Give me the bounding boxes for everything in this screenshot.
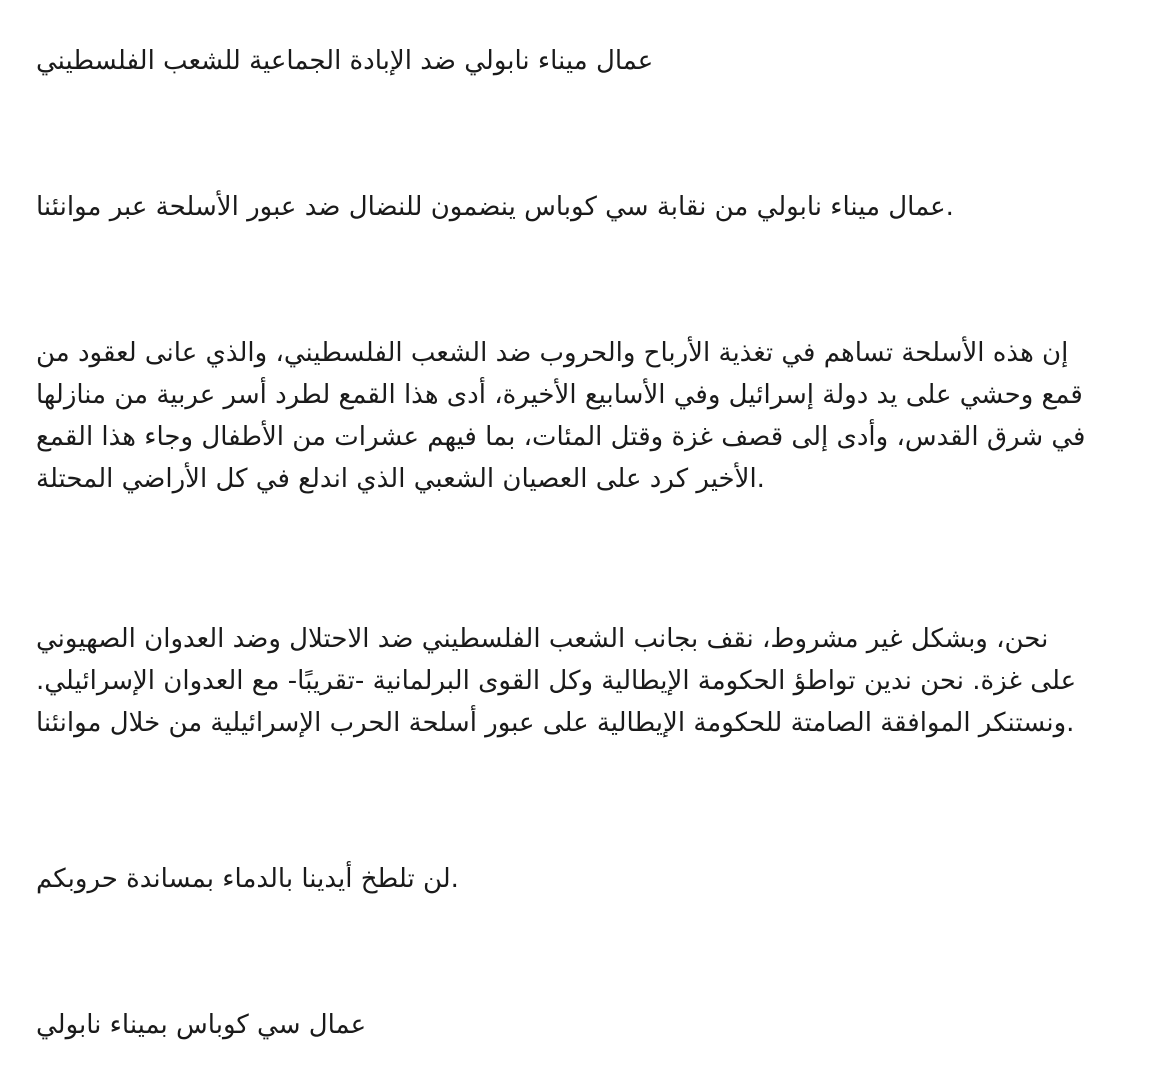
context-line-4: .الأخير كرد على العصيان الشعبي الذي اندلع في كل الأراضي المحتلة [36,464,765,494]
context-line-1: إن هذه الأسلحة تساهم في تغذية الأرباح والحروب ضد الشعب الفلسطيني، والذي عانى لعقود من [36,338,1069,368]
context-line-3: في شرق القدس، وأدى إلى قصف غزة وقتل المئات، بما فيهم عشرات من الأطفال وجاء هذا القمع [36,422,1086,452]
intro-line: .عمال ميناء نابولي من نقابة سي كوباس ينضمون للنضال ضد عبور الأسلحة عبر موانئنا [36,192,954,222]
title-line: عمال ميناء نابولي ضد الإبادة الجماعية للشعب الفلسطيني [36,46,654,76]
solidarity-paragraph [36,618,1116,744]
solidarity-line-2: على غزة. نحن ندين تواطؤ الحكومة الإيطالية وكل القوى البرلمانية -تقريبًا- مع العدوان الإسرائيلي. [36,666,1077,696]
solidarity-line-3: .ونستنكر الموافقة الصامتة للحكومة الإيطالية على عبور أسلحة الحرب الإسرائيلية من خلال موانئنا [36,708,1075,738]
intro-paragraph [36,186,1116,228]
context-line-2: قمع وحشي على يد دولة إسرائيل وفي الأسابيع الأخيرة، أدى هذا القمع لطرد أسر عربية من منازلها [36,380,1083,410]
document-title [36,40,1116,82]
signature-line: عمال سي كوباس بميناء نابولي [36,1010,367,1040]
context-paragraph [36,332,1116,500]
closing-line: .لن تلطخ أيدينا بالدماء بمساندة حروبكم [36,864,459,894]
signature [36,1004,1116,1046]
solidarity-line-1: نحن، وبشكل غير مشروط، نقف بجانب الشعب الفلسطيني ضد الاحتلال وضد العدوان الصهيوني [36,624,1049,654]
closing-paragraph [36,858,1116,900]
